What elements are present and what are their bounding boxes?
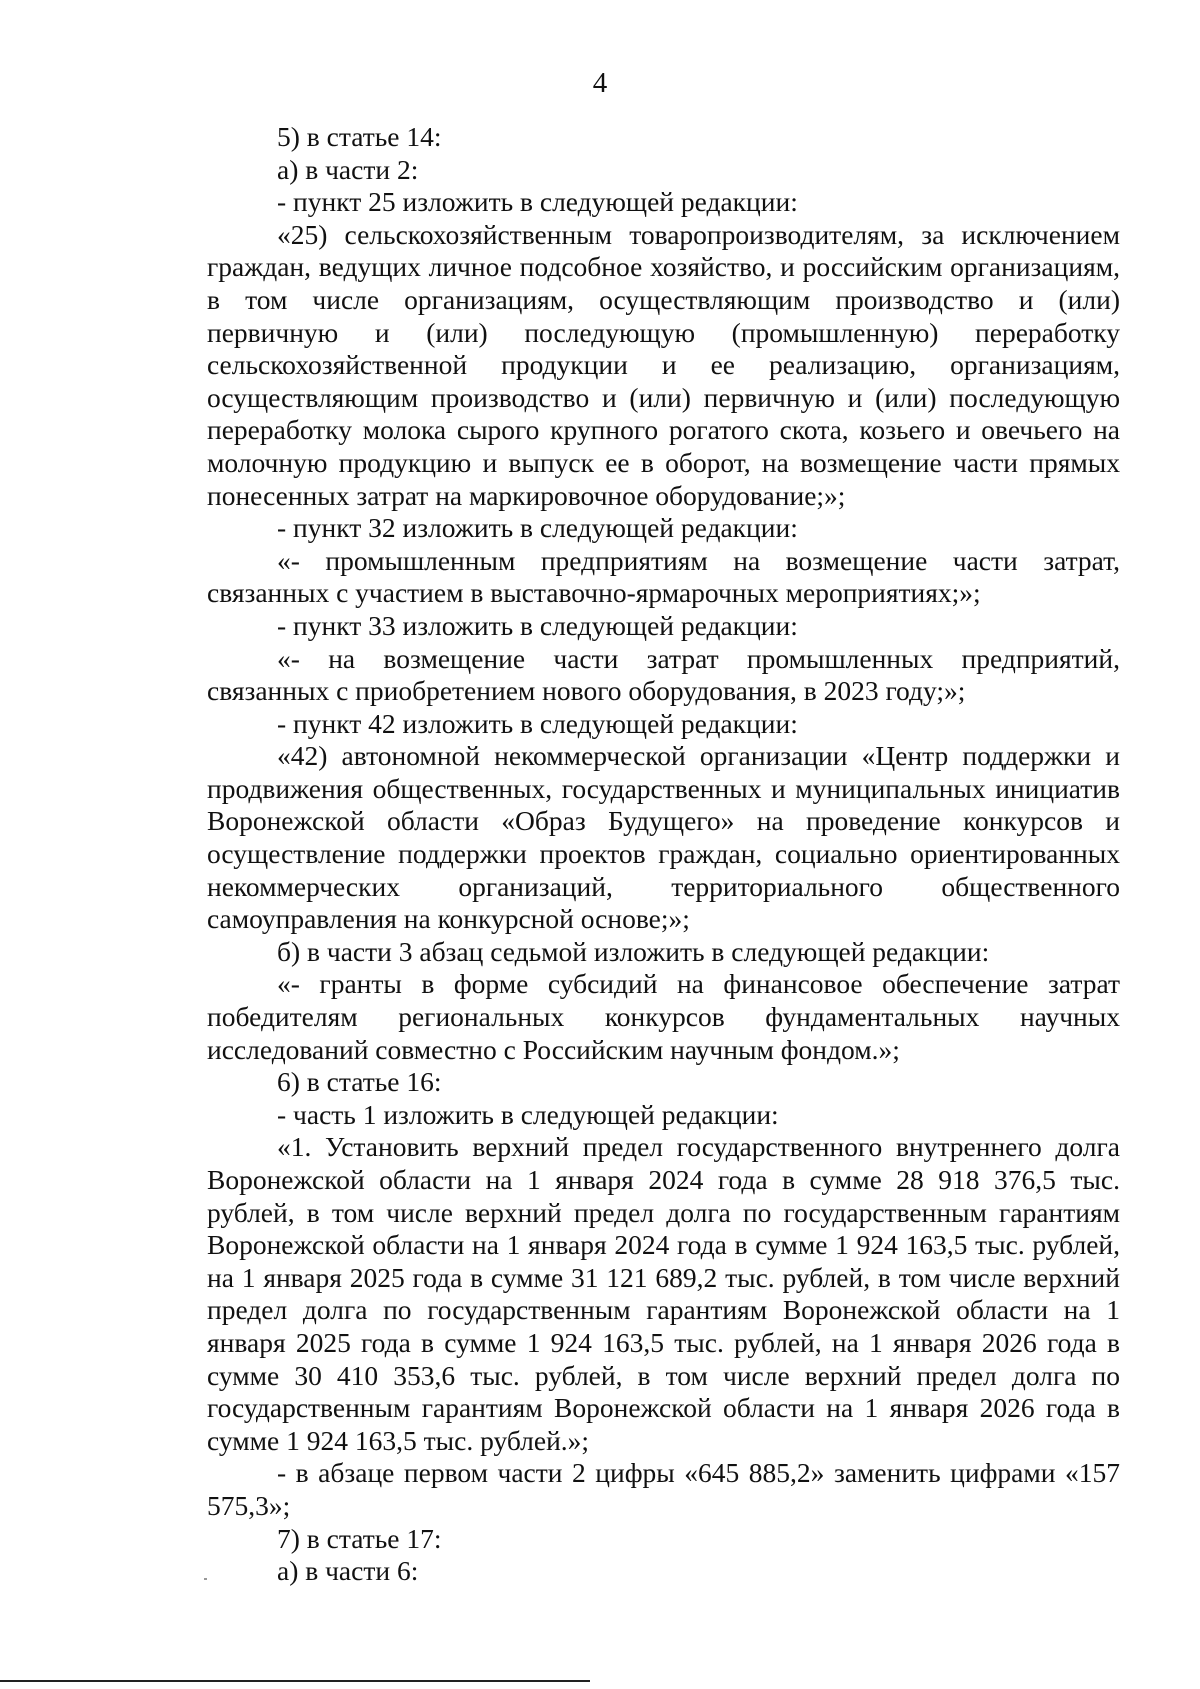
scan-edge-line: [0, 1680, 590, 1682]
paragraph: - в абзаце первом части 2 цифры «645 885,2» заменить цифрами «157 575,3»;: [207, 1457, 1120, 1521]
paragraph: - пункт 25 изложить в следующей редакции:: [277, 186, 798, 218]
paragraph: «25) сельскохозяйственным товаропроизводителям, за исключением граждан, ведущих личное подсобное хозяйство, и российским организациям, в том числе организациям, осуществляющим производство и (или) первичную и (или) последующую (промышленную) переработку сельскохозяйственной продукции и ее реализацию, организациям, осуществляющим производство и (или) первичную и (или) последующую переработку молока сырого крупного рогатого скота, козьего и овечьего на молочную продукцию и выпуск ее в оборот, на возмещение части прямых понесенных затрат на маркировочное оборудование;»;: [207, 218, 1120, 511]
paragraph: - пункт 32 изложить в следующей редакции:: [277, 512, 798, 544]
paragraph: «- на возмещение части затрат промышленных предприятий, связанных с приобретением нового оборудования, в 2023 году;»;: [207, 642, 1120, 707]
scan-artifact-dot: [204, 1578, 207, 1580]
paragraph: б) в части 3 абзац седьмой изложить в следующей редакции:: [277, 935, 990, 967]
page-number: 4: [592, 67, 608, 99]
paragraph: 7) в статье 17:: [277, 1522, 442, 1554]
document-body: [207, 121, 1120, 1588]
paragraph: «1. Установить верхний предел государственного внутреннего долга Воронежской области на 1 января 2024 года в сумме 28 918 376,5 тыс. рублей, в том числе верхний предел долга по государственным гарантиям Воронежской области на 1 января 2024 года в сумме 1 924 163,5 тыс. рублей, на 1 января 2025 года в сумме 31 121 689,2 тыс. рублей, в том числе верхний предел долга по государственным гарантиям Воронежской области на 1 января 2025 года в сумме 1 924 163,5 тыс. рублей, на 1 января 2026 года в сумме 30 410 353,6 тыс. рублей, в том числе верхний предел долга по государственным гарантиям Воронежской области на 1 января 2026 года в сумме 1 924 163,5 тыс. рублей.»;: [207, 1131, 1120, 1456]
paragraph: «- гранты в форме субсидий на финансовое обеспечение затрат победителям региональных конкурсов фундаментальных научных исследований совместно с Российским научным фондом.»;: [207, 968, 1120, 1065]
paragraph: - пункт 42 изложить в следующей редакции:: [277, 707, 798, 739]
paragraph: «- промышленным предприятиям на возмещение части затрат, связанных с участием в выставочно-ярмарочных мероприятиях;»;: [207, 544, 1120, 609]
paragraph: - часть 1 изложить в следующей редакции:: [277, 1098, 779, 1130]
paragraph: 5) в статье 14:: [277, 121, 442, 152]
paragraph: 6) в статье 16:: [277, 1066, 442, 1098]
paragraph: «42) автономной некоммерческой организации «Центр поддержки и продвижения общественных, государственных и муниципальных инициатив Воронежской области «Образ Будущего» на проведение конкурсов и осуществление поддержки проектов граждан, социально ориентированных некоммерческих организаций, территориального общественного самоуправления на конкурсной основе;»;: [207, 740, 1120, 935]
paragraph: а) в части 2:: [277, 153, 419, 185]
paragraph: а) в части 6:: [277, 1555, 419, 1587]
paragraph: - пункт 33 изложить в следующей редакции:: [277, 609, 798, 641]
